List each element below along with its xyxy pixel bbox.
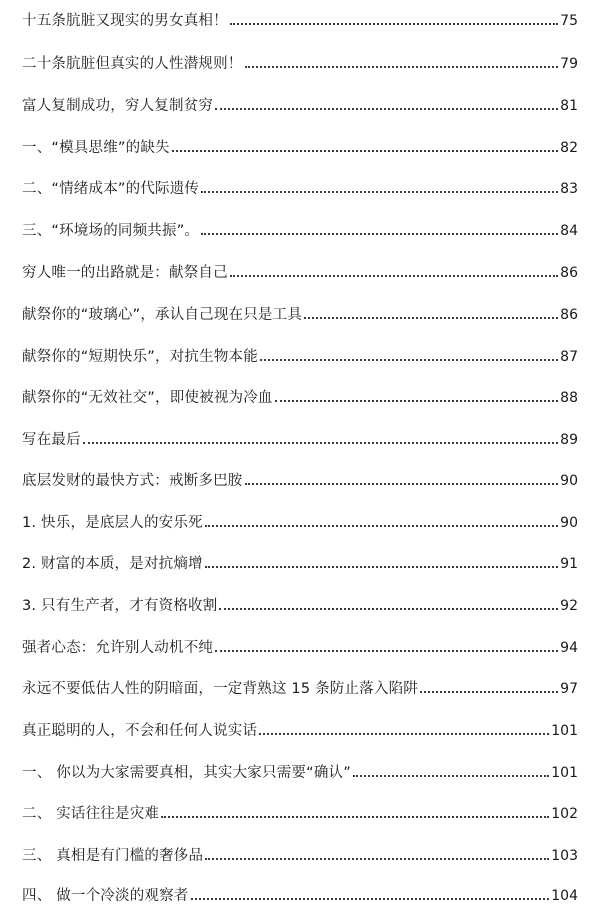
- toc-entry[interactable]: [22, 219, 578, 243]
- toc-entry-title: 穷人唯一的出路就是：献祭自己: [22, 265, 228, 281]
- dot-leader: [215, 108, 558, 110]
- toc-entry[interactable]: [22, 636, 578, 660]
- toc-entry-title: 底层发财的最快方式：戒断多巴胺: [22, 473, 243, 489]
- toc-entry[interactable]: [22, 136, 578, 160]
- dot-leader: [304, 317, 558, 319]
- dot-leader: [201, 233, 558, 235]
- toc-entry-page: 86: [560, 265, 578, 281]
- toc-entry[interactable]: [22, 52, 578, 76]
- toc-entry-title: 献祭你的“短期快乐”，对抗生物本能: [22, 349, 258, 365]
- toc-entry-title: 二、“情绪成本”的代际遗传: [22, 181, 200, 197]
- toc-entry[interactable]: [22, 594, 578, 618]
- dot-leader: [219, 608, 558, 610]
- toc-entry[interactable]: [22, 386, 578, 410]
- toc-entry-page: 89: [560, 432, 578, 448]
- toc-entry-title: 三、“环境场的同频共振”。: [22, 223, 200, 239]
- toc-entry[interactable]: [22, 428, 578, 452]
- toc-entry-page: 88: [560, 390, 578, 406]
- toc-entry-title: 2. 财富的本质，是对抗熵增: [22, 556, 203, 572]
- toc-entry-page: 82: [560, 140, 578, 156]
- toc-entry-title: 富人复制成功，穷人复制贫穷: [22, 98, 214, 114]
- toc-entry[interactable]: [22, 9, 578, 33]
- toc-entry-title: 永远不要低估人性的阴暗面，一定背熟这 15 条防止落入陷阱: [22, 681, 418, 697]
- dot-leader: [201, 191, 558, 193]
- toc-entry-page: 91: [560, 556, 578, 572]
- toc-entry-page: 97: [560, 681, 578, 697]
- dot-leader: [205, 525, 558, 527]
- toc-entry-title: 一、 你以为大家需要真相，其实大家只需要“确认”: [22, 765, 351, 781]
- toc-entry-title: 真正聪明的人，不会和任何人说实话: [22, 723, 258, 739]
- toc-entry-page: 103: [551, 848, 578, 864]
- dot-leader: [83, 442, 558, 444]
- toc-entry-title: 十五条肮脏又现实的男女真相！: [22, 13, 228, 29]
- toc-entry-page: 102: [551, 806, 578, 822]
- toc-entry-title: 献祭你的“无效社交”，即使被视为冷血: [22, 390, 273, 406]
- toc-entry-page: 94: [560, 640, 578, 656]
- toc-entry[interactable]: [22, 469, 578, 493]
- dot-leader: [172, 150, 558, 152]
- toc-entry-page: 92: [560, 598, 578, 614]
- toc-entry-title: 三、 真相是有门槛的奢侈品: [22, 848, 204, 864]
- toc-entry[interactable]: [22, 94, 578, 118]
- dot-leader: [230, 275, 558, 277]
- dot-leader: [275, 400, 559, 402]
- toc-entry-page: 83: [560, 181, 578, 197]
- toc-entry-page: 90: [560, 515, 578, 531]
- dot-leader: [161, 816, 549, 818]
- dot-leader: [230, 23, 558, 25]
- dot-leader: [205, 566, 558, 568]
- toc-entry-page: 104: [551, 888, 578, 904]
- dot-leader: [205, 858, 549, 860]
- dot-leader: [259, 733, 549, 735]
- dot-leader: [215, 650, 558, 652]
- toc-entry[interactable]: [22, 884, 578, 908]
- toc-entry-page: 84: [560, 223, 578, 239]
- toc-entry-page: 101: [551, 723, 578, 739]
- toc-entry-page: 75: [560, 13, 578, 29]
- toc-entry[interactable]: [22, 511, 578, 535]
- toc-entry-title: 3. 只有生产者，才有资格收割: [22, 598, 218, 614]
- toc-entry[interactable]: [22, 761, 578, 785]
- dot-leader: [353, 775, 549, 777]
- toc-entry-title: 四、 做一个冷淡的观察者: [22, 888, 189, 904]
- toc-entry-title: 强者心态：允许别人动机不纯: [22, 640, 214, 656]
- toc-entry[interactable]: [22, 802, 578, 826]
- dot-leader: [260, 359, 558, 361]
- toc-entry-page: 81: [560, 98, 578, 114]
- toc-entry-title: 二、 实话往往是灾难: [22, 806, 160, 822]
- toc-entry-title: 献祭你的“玻璃心”，承认自己现在只是工具: [22, 307, 303, 323]
- toc-entry[interactable]: [22, 844, 578, 868]
- dot-leader: [245, 66, 559, 68]
- toc-entry-page: 101: [551, 765, 578, 781]
- toc-entry[interactable]: [22, 303, 578, 327]
- toc-entry-title: 1. 快乐，是底层人的安乐死: [22, 515, 203, 531]
- dot-leader: [245, 483, 559, 485]
- dot-leader: [420, 691, 558, 693]
- toc-entry-page: 86: [560, 307, 578, 323]
- toc-entry[interactable]: [22, 677, 578, 701]
- toc-entry-title: 写在最后: [22, 432, 81, 448]
- toc-entry-title: 二十条肮脏但真实的人性潜规则！: [22, 56, 243, 72]
- toc-entry-page: 87: [560, 349, 578, 365]
- toc-entry[interactable]: [22, 345, 578, 369]
- toc-entry[interactable]: [22, 177, 578, 201]
- toc-entry[interactable]: [22, 719, 578, 743]
- toc-entry[interactable]: [22, 261, 578, 285]
- dot-leader: [191, 898, 550, 900]
- toc-entry-title: 一、“模具思维”的缺失: [22, 140, 170, 156]
- toc-entry-page: 90: [560, 473, 578, 489]
- toc-entry-page: 79: [560, 56, 578, 72]
- toc-entry[interactable]: [22, 552, 578, 576]
